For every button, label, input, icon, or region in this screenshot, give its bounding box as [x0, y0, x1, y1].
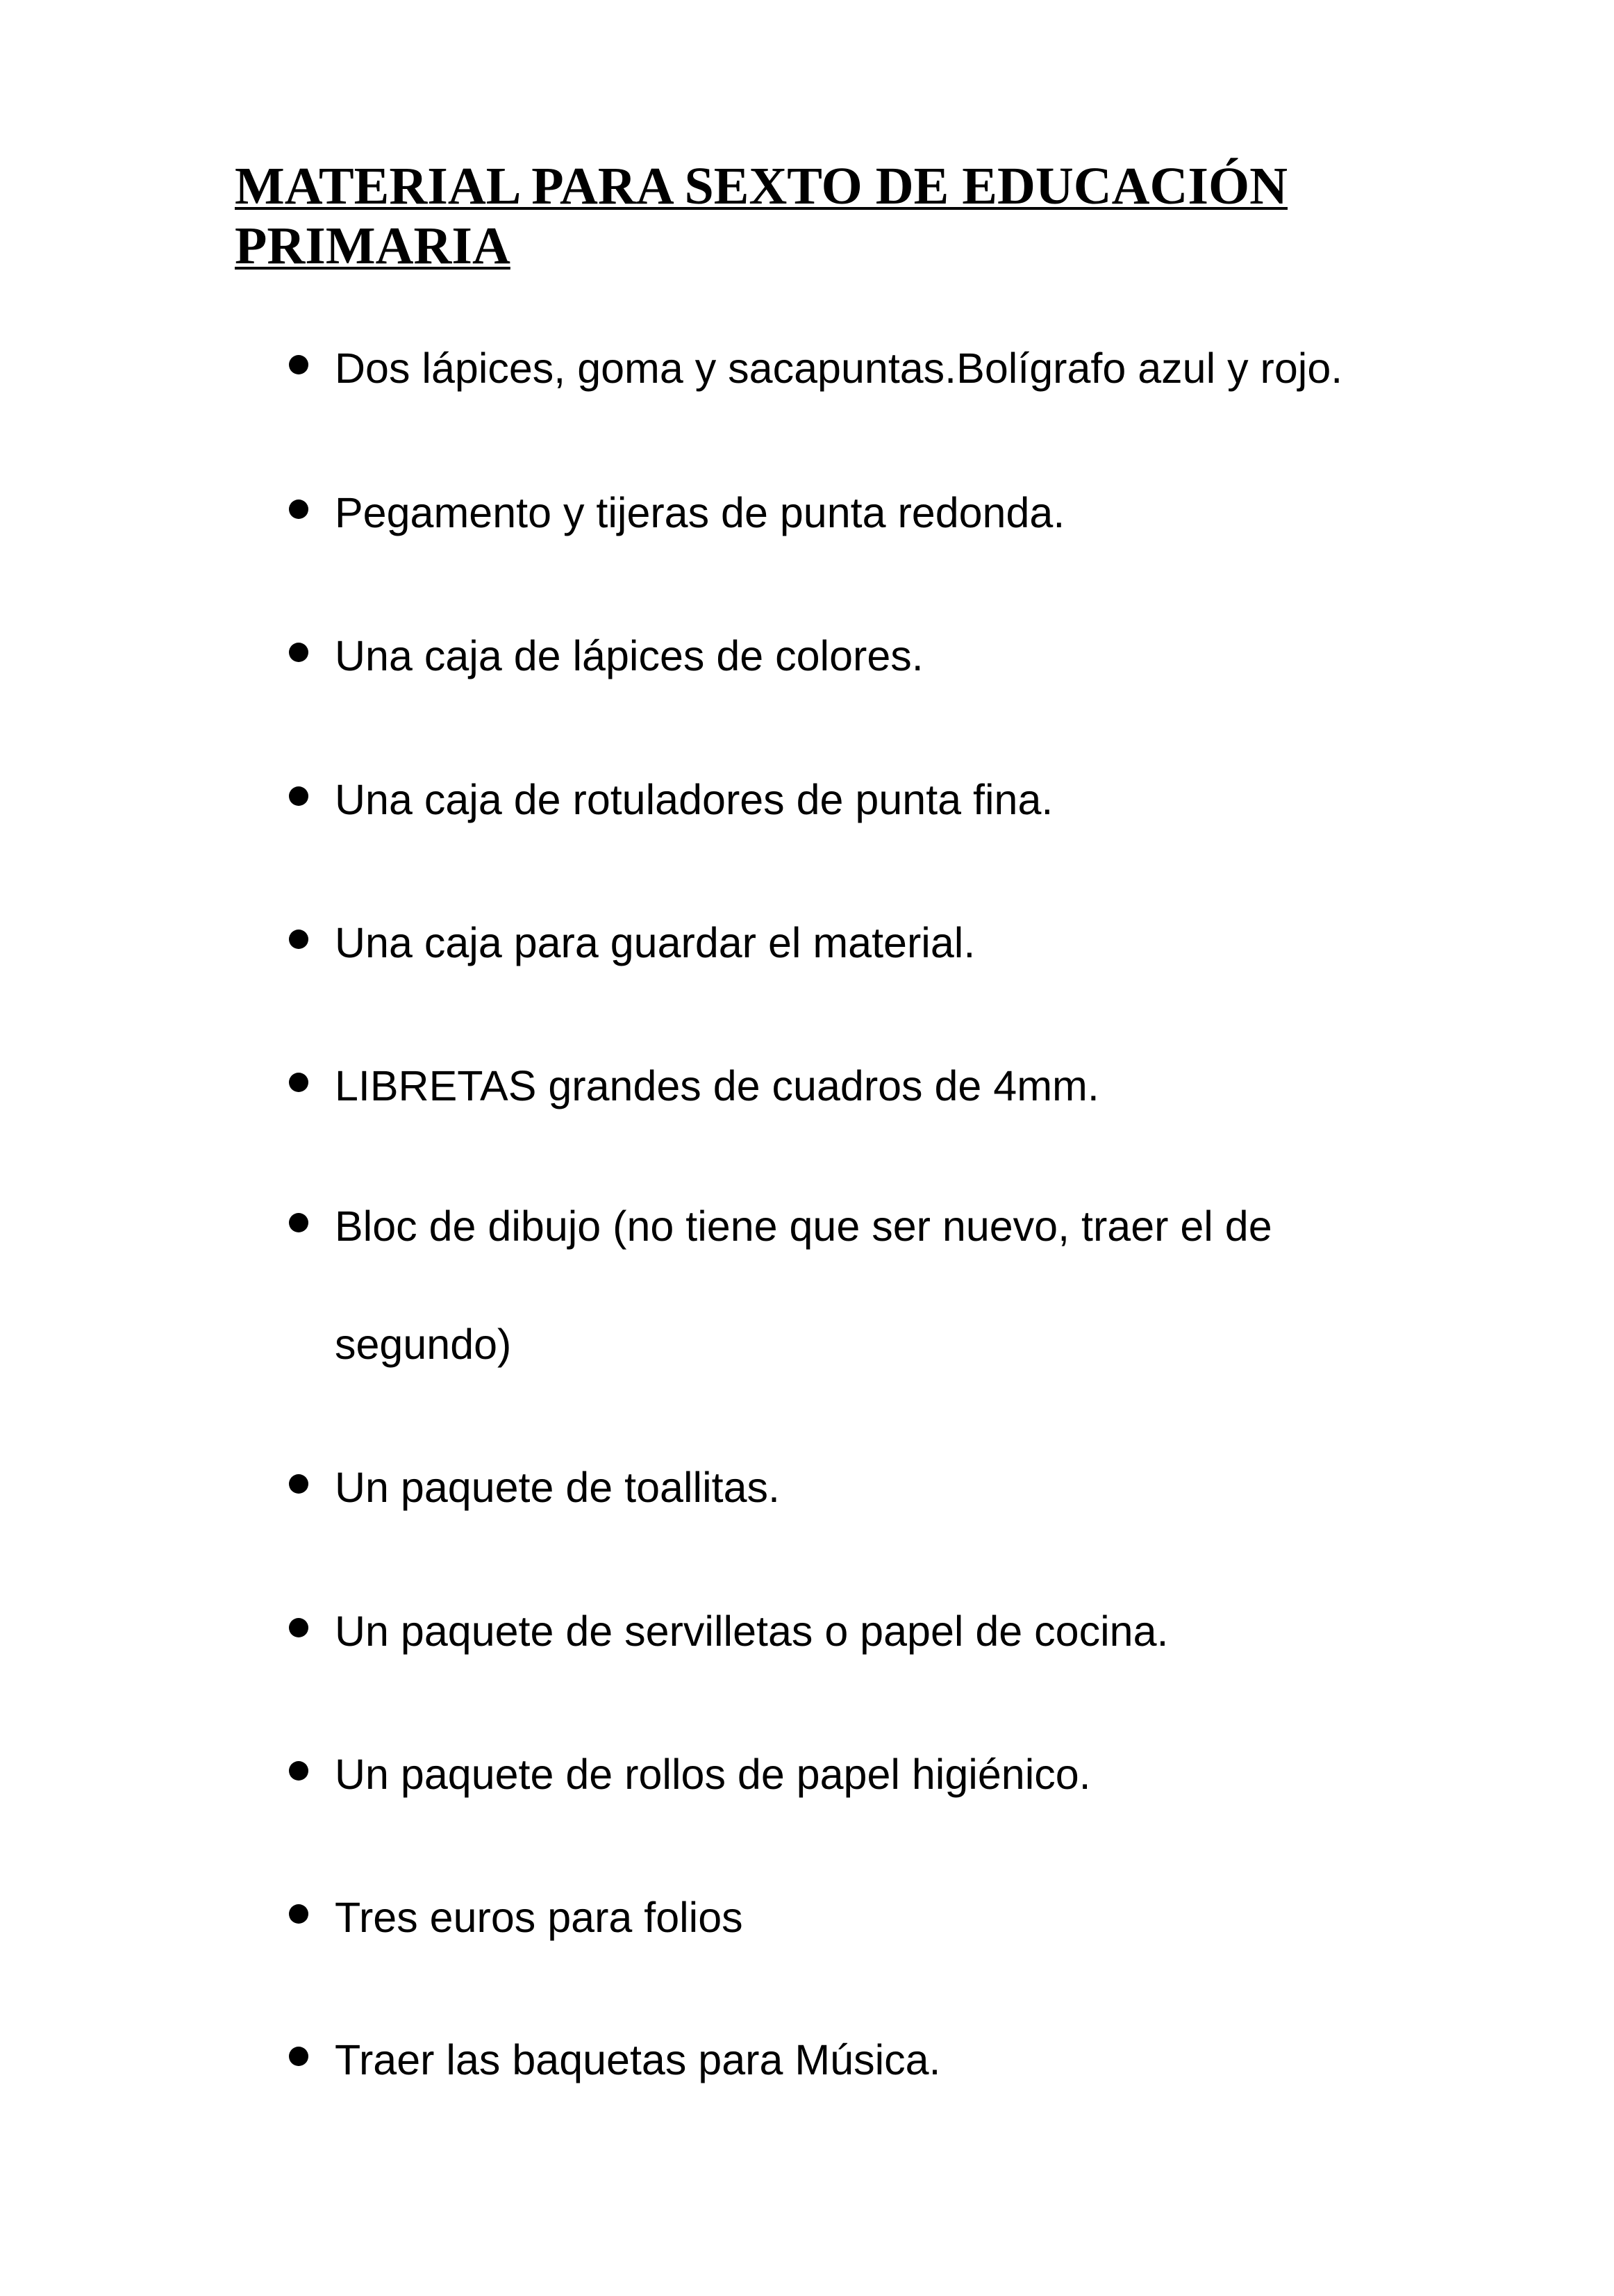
bullet-icon: [289, 1073, 308, 1092]
list-item: [285, 338, 1465, 397]
list-item-text: Un paquete de servilletas o papel de cocina.: [335, 1608, 1169, 1655]
list-item-text: Una caja de lápices de colores.: [335, 632, 924, 679]
list-item-text: Dos lápices, goma y sacapuntas.Bolígrafo azul y rojo.: [335, 345, 1343, 392]
title-line-2: PRIMARIA: [235, 217, 510, 275]
list-item: [285, 2030, 1465, 2089]
list-item: [285, 483, 1465, 542]
list-item-text: Tres euros para folios: [335, 1894, 743, 1941]
bullet-icon: [289, 643, 308, 662]
bullet-icon: [289, 1904, 308, 1924]
list-item: [285, 1196, 1465, 1368]
list-item-text: Pegamento y tijeras de punta redonda.: [335, 489, 1065, 536]
bullet-icon: [289, 499, 308, 519]
list-item-text: Bloc de dibujo (no tiene que ser nuevo, traer el de segundo): [335, 1203, 1272, 1368]
list-item: [285, 1056, 1465, 1115]
bullet-icon: [289, 1761, 308, 1781]
bullet-icon: [289, 1618, 308, 1637]
bullet-icon: [289, 355, 308, 374]
bullet-icon: [289, 930, 308, 949]
bullet-icon: [289, 1474, 308, 1494]
list-item: [285, 1888, 1465, 1947]
bullet-icon: [289, 786, 308, 806]
bullet-icon: [289, 1213, 308, 1232]
list-item-text: Una caja para guardar el material.: [335, 919, 976, 966]
list-item-text: Una caja de rotuladores de punta fina.: [335, 776, 1054, 823]
title-line-1: MATERIAL PARA SEXTO DE EDUCACIÓN: [235, 157, 1288, 215]
list-item: [285, 913, 1465, 972]
list-item-text: LIBRETAS grandes de cuadros de 4mm.: [335, 1062, 1099, 1109]
list-item-text: Un paquete de rollos de papel higiénico.: [335, 1751, 1091, 1798]
list-item: [285, 770, 1465, 829]
list-item: [285, 1744, 1465, 1803]
list-item-text: Traer las baquetas para Música.: [335, 2036, 941, 2083]
list-item: [285, 1601, 1465, 1660]
list-item-text: Un paquete de toallitas.: [335, 1464, 780, 1511]
bullet-icon: [289, 2047, 308, 2066]
list-item: [285, 626, 1465, 685]
list-item: [285, 1457, 1465, 1517]
